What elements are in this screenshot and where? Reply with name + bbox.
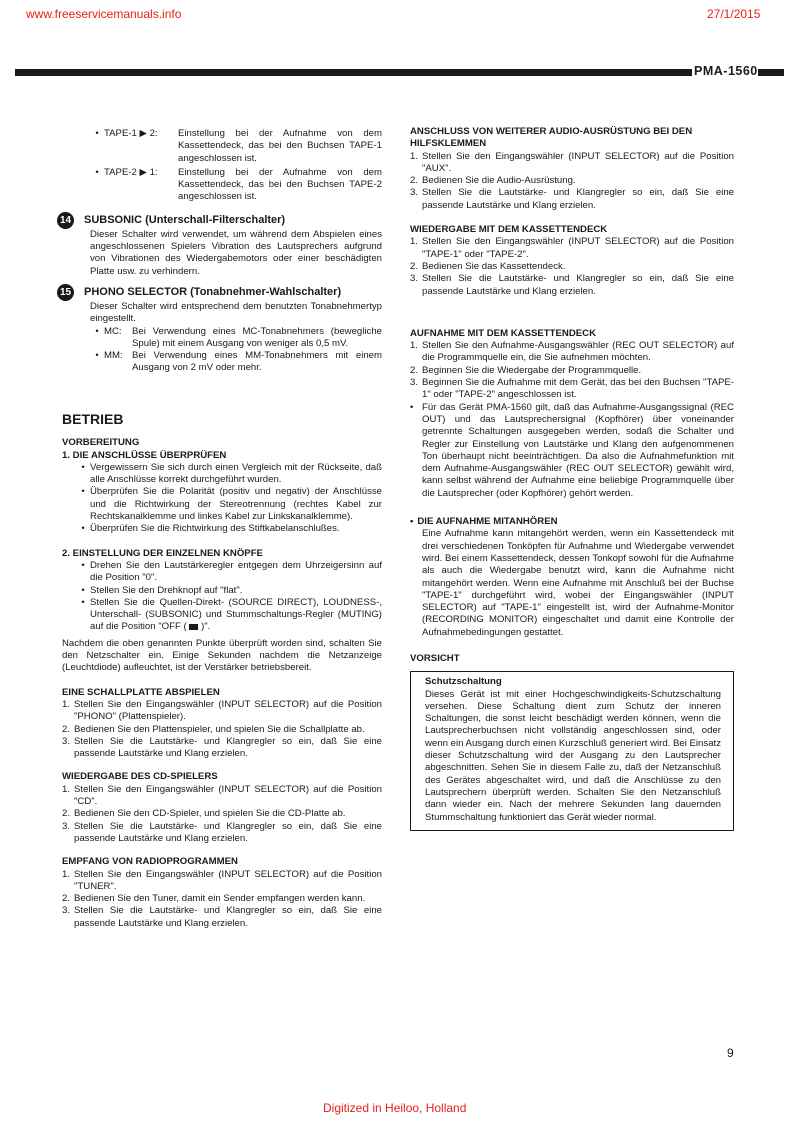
list-item: 3. Stellen Sie die Lautstärke- und Klangregler so ein, daß Sie eine passende Lautstärke und Klang erzielen. xyxy=(62,735,382,760)
number-15-icon: 15 xyxy=(57,284,74,301)
list-item: 1. Stellen Sie den Eingangswähler (INPUT SELECTOR) auf die Position "CD". xyxy=(62,783,382,808)
list-item: 2. Bedienen Sie den CD-Spieler, und spielen Sie die CD-Platte ab. xyxy=(62,808,346,820)
betrieb-column xyxy=(62,413,382,930)
warning-box-text: Dieses Gerät ist mit einer Hochgeschwindigkeits-Schutzschaltung versehen. Diese Schaltung dient zum Schutz der inneren Schaltungen, die sonst leicht beschädigt werden können, wenn die Lautsprecherbuchsen nicht vollständig angeschlossen sind, oder wenn ein Ausgang durch einen Kurzschluß generiert wird. Bei Einsatz dieser Schutzschaltung wird der Ausgang zu den Lautsprecher abgeschnitten. Sehen Sie in diesem Falle zu, daß der Netzanschluß des Gerätes abgeschaltet wird, und daß die Anschlüsse zu den Lautsprechern überprüft werden. Schalten Sie den Netzanschluß dann wieder ein. Nach der mehrere Sekunden lang dauernden Stummschaltung funktioniert das Gerät wieder normal. xyxy=(425,688,721,823)
subsonic-title: SUBSONIC (Unterschall-Filterschalter) xyxy=(84,214,286,227)
list-item: 1. Stellen Sie den Eingangswähler (INPUT SELECTOR) auf die Position "AUX". xyxy=(410,150,734,174)
phono-title: PHONO SELECTOR (Tonabnehmer-Wahlschalter) xyxy=(84,286,342,299)
page-number: 9 xyxy=(727,1046,734,1060)
vorsicht-title: VORSICHT xyxy=(410,652,460,664)
number-14-icon: 14 xyxy=(57,212,74,229)
list-item: 3. Stellen Sie die Lautstärke- und Klangregler so ein, daß Sie eine passende Lautstärke und Klang erzielen. xyxy=(410,273,734,297)
tape-record-title: AUFNAHME MIT DEM KASSETTENDECK xyxy=(410,327,597,339)
header-rule-end xyxy=(758,69,784,76)
list-item: • MC: Bei Verwendung eines MC-Tonabnehmers (bewegliche Spule) mit einem Ausgang von weniger als 0,5 mV. xyxy=(95,325,382,349)
list-item: • Stellen Sie die Quellen-Direkt- (SOURCE DIRECT), LOUDNESS-, Unterschall- (SUBSONIC) und Stummschaltungs-Regler (MUTING) auf die Position "OFF ( )". xyxy=(81,596,382,633)
step1-title: 1. DIE ANSCHLÜSSE ÜBERPRÜFEN xyxy=(62,449,227,461)
list-item: 2. Bedienen Sie die Audio-Ausrüstung. xyxy=(410,175,576,187)
aux-title: ANSCHLUSS VON WEITERER AUDIO-AUSRÜSTUNG BEI DEN HILFSKLEMMEN xyxy=(410,126,693,150)
list-item: 2. Beginnen Sie die Wiedergabe der Programmquelle. xyxy=(410,364,642,376)
list-item: • TAPE-1 ▶ 2: Einstellung bei der Aufnahme von dem Kassettendeck, das bei den Buchsen TAPE-1 angeschlossen ist. xyxy=(95,128,382,164)
model-name: PMA-1560 xyxy=(694,64,758,78)
list-item: 3. Stellen Sie die Lautstärke- und Klangregler so ein, daß Sie eine passende Lautstärke und Klang erzielen. xyxy=(62,905,382,929)
tape-items xyxy=(90,128,382,204)
tape-playback-title: WIEDERGABE MIT DEM KASSETTENDECK xyxy=(410,224,608,236)
source-url[interactable]: www.freeservicemanuals.info xyxy=(26,7,182,21)
subsonic-text: Dieser Schalter wird verwendet, um während dem Abspielen eines angeschlossenen Spielers Vibration des Lautsprechers aufgrund von Vibrationen des Wiedergabemotors oder einer beschädigten Platte usw. zu verhindern. xyxy=(90,228,382,277)
header-rule xyxy=(15,69,692,76)
list-item: 1. Stellen Sie den Aufnahme-Ausgangswähler (REC OUT SELECTOR) auf die Programmquelle ein, die Sie aufnehmen möchten. xyxy=(410,340,734,364)
phono-text: Dieser Schalter wird entsprechend dem benutzten Tonabnehmertyp eingestellt. xyxy=(90,300,382,325)
list-item: 3. Beginnen Sie die Aufnahme mit dem Gerät, das bei den Buchsen "TAPE-1" oder "TAPE-2" angeschlossen ist. xyxy=(410,377,734,401)
subsonic-section xyxy=(59,212,382,278)
list-item: 2. Bedienen Sie den Plattenspieler, und spielen Sie die Schallplatte ab. xyxy=(62,723,365,735)
list-item: 3. Stellen Sie die Lautstärke- und Klangregler so ein, daß Sie eine passende Lautstärke und Klang erzielen. xyxy=(62,820,382,844)
step2-title: 2. EINSTELLUNG DER EINZELNEN KNÖPFE xyxy=(62,547,263,559)
list-item: • Überprüfen Sie die Richtwirkung des Stiftkabelanschlußes. xyxy=(81,523,340,535)
schallplatte-title: EINE SCHALLPLATTE ABSPIELEN xyxy=(62,686,220,698)
list-item: • Für das Gerät PMA-1560 gilt, daß das Aufnahme-Ausgangssignal (REC OUT) und das Lautsprechersignal (Kopfhörer) über voneinander getrennte Schaltungen ausgegeben werden, sodaß die Schalter und Regler zur Einstellung von Lautstärke und Klang den aufgenommenen Ton überhaupt nicht beeinträchtigen. Da also die Aufnahmefunktion mit dem Aufnahme-Ausgangswähler (REC OUT SELECTOR) gewählt wird, kann selbst während der Aufnahme eine beliebige Programmquelle über die Lautsprecher (oder Kopfhörer) gehört werden. xyxy=(410,401,734,499)
list-item: • TAPE-2 ▶ 1: Einstellung bei der Aufnahme von dem Kassettendeck, das bei den Buchsen TAPE-2 angeschlossen ist. xyxy=(95,166,382,203)
digitized-note: Digitized in Heiloo, Holland xyxy=(323,1101,467,1115)
list-item: 2. Bedienen Sie den Tuner, damit ein Sender empfangen werden kann. xyxy=(62,893,366,905)
betrieb-note: Nachdem die oben genannten Punkte überprüft worden sind, schalten Sie den Netzschalter ein. Einige Sekunden nachdem die Netzanzeige (Leuchtdiode) aufleuchtet, ist der Verstärker betriebsbereit. xyxy=(62,637,382,674)
list-item: • MM: Bei Verwendung eines MM-Tonabnehmers mit einem Ausgang von 2 mV oder mehr. xyxy=(95,350,382,374)
right-column xyxy=(410,126,734,831)
warning-box xyxy=(410,671,734,831)
phono-section xyxy=(59,284,382,375)
list-item: • Drehen Sie den Lautstärkeregler entgegen dem Uhrzeigersinn auf die Position "0". xyxy=(81,559,382,584)
list-item: 1. Stellen Sie den Eingangswähler (INPUT SELECTOR) auf die Position "PHONO" (Plattenspieler). xyxy=(62,698,382,723)
cd-title: WIEDERGABE DES CD-SPIELERS xyxy=(62,771,218,783)
left-column xyxy=(59,128,382,375)
list-item: • Stellen Sie den Drehknopf auf "flat". xyxy=(81,584,243,596)
header-date: 27/1/2015 xyxy=(707,7,761,21)
list-item: 3. Stellen Sie die Lautstärke- und Klangregler so ein, daß Sie eine passende Lautstärke und Klang erzielen. xyxy=(410,187,734,211)
monitor-title: • DIE AUFNAHME MITANHÖREN xyxy=(410,516,558,528)
list-item: 1. Stellen Sie den Eingangswähler (INPUT SELECTOR) auf die Position "TUNER". xyxy=(62,868,382,892)
warning-box-title: Schutzschaltung xyxy=(425,676,502,688)
list-item: 1. Stellen Sie den Eingangswähler (INPUT SELECTOR) auf die Position "TAPE-1" oder "TAPE-2". xyxy=(410,236,734,260)
radio-title: EMPFANG VON RADIOPROGRAMMEN xyxy=(62,856,238,868)
list-item: 2. Bedienen Sie das Kassettendeck. xyxy=(410,260,566,272)
list-item: • Vergewissern Sie sich durch einen Vergleich mit der Rückseite, daß alle Anschlüsse korrekt durchgeführt wurden. xyxy=(81,461,382,486)
list-item: • Überprüfen Sie die Polarität (positiv und negativ) der Anschlüsse und die Richtwirkung der Stereotrennung (rechtes Kabel zur Rechtskanalklemme und linkes Kabel zur Linkskanalklemme). xyxy=(81,486,382,523)
betrieb-title: BETRIEB xyxy=(62,411,124,427)
monitor-text: Eine Aufnahme kann mitangehört werden, wenn ein Kassettendeck mit drei verschiedenen Tonköpfen für Aufnahme und Wiedergabe verwendet wird. Bei einem Kassettendeck, dessen Tonkopf sowohl für die Aufnahme als auch die Wiedergabe benutzt wird, kann die Aufnahme nicht mitangehört werden. Wenn eine Aufnahme mit Anschluß bei der Buchse "TAPE-1" durchgeführt wird, wobei der Eingangswähler (INPUT SELECTOR) auf "TAPE-1" eingestellt ist, wird der Aufnahme-Monitor (RECORDING MONITOR) eingeschaltet und damit eine Kontrolle der Aufnahmebedingungen gestattet. xyxy=(422,528,734,638)
off-position-icon xyxy=(189,624,198,630)
vorbereitung-title: VORBEREITUNG xyxy=(62,437,140,449)
